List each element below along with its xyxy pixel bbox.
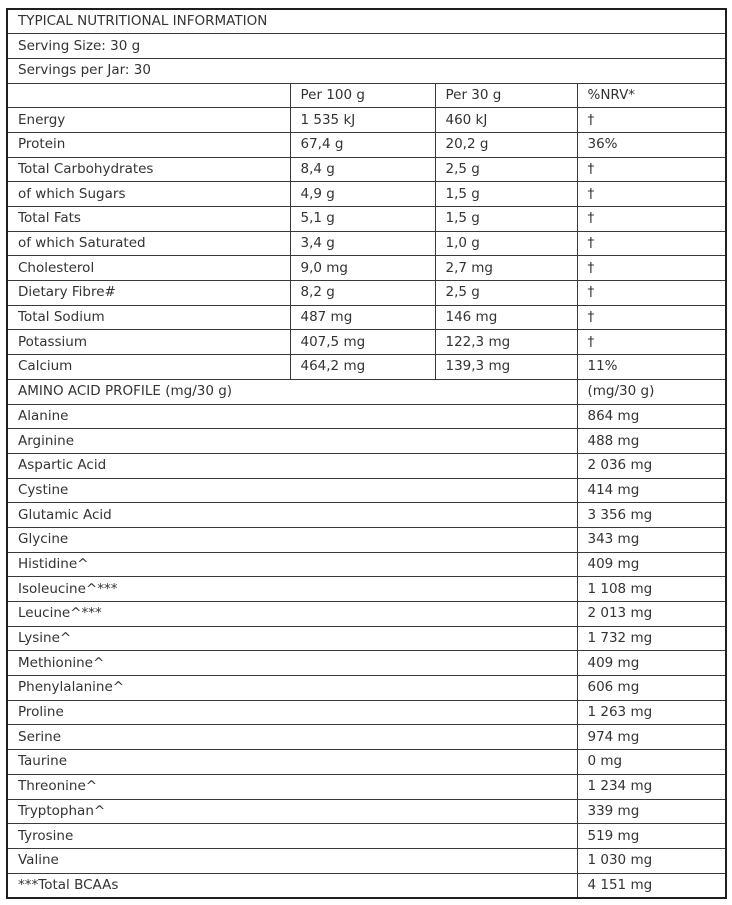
nutrient-nrv: 36% — [577, 132, 726, 157]
nutrient-per-30g: 2,5 g — [435, 281, 577, 306]
nutrient-row — [7, 256, 726, 281]
nutrient-per-100g: 5,1 g — [290, 207, 435, 232]
amino-acid-name: ***Total BCAAs — [7, 873, 577, 898]
table-title: TYPICAL NUTRITIONAL INFORMATION — [7, 9, 726, 34]
nutrient-row — [7, 305, 726, 330]
serving-size-text: Serving Size: 30 g — [7, 34, 726, 59]
amino-acid-row — [7, 602, 726, 627]
amino-acid-value: 606 mg — [577, 676, 726, 701]
amino-acid-name: Serine — [7, 725, 577, 750]
nutrient-nrv: † — [577, 305, 726, 330]
nutrient-nrv: 11% — [577, 355, 726, 380]
amino-body — [7, 404, 726, 898]
amino-acid-value: 1 234 mg — [577, 774, 726, 799]
amino-acid-name: Cystine — [7, 478, 577, 503]
amino-acid-value: 2 036 mg — [577, 453, 726, 478]
nutrient-row — [7, 330, 726, 355]
amino-acid-row — [7, 676, 726, 701]
amino-acid-value: 414 mg — [577, 478, 726, 503]
amino-acid-name: Proline — [7, 700, 577, 725]
nutrient-row — [7, 281, 726, 306]
amino-acid-name: Taurine — [7, 750, 577, 775]
nutrient-nrv: † — [577, 256, 726, 281]
amino-acid-value: 1 030 mg — [577, 848, 726, 873]
nutrient-name: Total Sodium — [7, 305, 290, 330]
amino-acid-value: 1 263 mg — [577, 700, 726, 725]
column-header-row — [7, 83, 726, 108]
amino-acid-row — [7, 824, 726, 849]
servings-per-jar-text: Servings per Jar: 30 — [7, 58, 726, 83]
nutrient-name: Energy — [7, 108, 290, 133]
nutrient-nrv: † — [577, 231, 726, 256]
nutrition-table — [6, 8, 727, 899]
amino-acid-value: 339 mg — [577, 799, 726, 824]
amino-acid-value: 519 mg — [577, 824, 726, 849]
column-header-blank — [7, 83, 290, 108]
nutrient-per-30g: 146 mg — [435, 305, 577, 330]
column-header-per-100g: Per 100 g — [290, 83, 435, 108]
amino-header-body — [7, 379, 726, 404]
amino-acid-row — [7, 848, 726, 873]
nutrient-per-30g: 139,3 mg — [435, 355, 577, 380]
nutrient-name: Calcium — [7, 355, 290, 380]
nutrient-name: Total Carbohydrates — [7, 157, 290, 182]
amino-acid-value: 1 108 mg — [577, 577, 726, 602]
amino-acid-name: Leucine^*** — [7, 602, 577, 627]
nutrient-nrv: † — [577, 330, 726, 355]
nutrient-per-30g: 2,7 mg — [435, 256, 577, 281]
table-title-row — [7, 9, 726, 34]
amino-acid-name: Threonine^ — [7, 774, 577, 799]
amino-acid-row — [7, 503, 726, 528]
amino-acid-value: 4 151 mg — [577, 873, 726, 898]
nutrient-per-100g: 8,4 g — [290, 157, 435, 182]
amino-acid-value: 3 356 mg — [577, 503, 726, 528]
nutrient-per-100g: 9,0 mg — [290, 256, 435, 281]
nutrient-name: of which Sugars — [7, 182, 290, 207]
column-header-nrv: %NRV* — [577, 83, 726, 108]
nutrient-row — [7, 355, 726, 380]
amino-acid-name: Lysine^ — [7, 626, 577, 651]
nutrient-per-100g: 4,9 g — [290, 182, 435, 207]
amino-acid-row — [7, 552, 726, 577]
amino-acid-name: Alanine — [7, 404, 577, 429]
nutrient-nrv: † — [577, 182, 726, 207]
amino-acid-name: Glutamic Acid — [7, 503, 577, 528]
amino-acid-name: Isoleucine^*** — [7, 577, 577, 602]
amino-acid-name: Tyrosine — [7, 824, 577, 849]
amino-profile-title: AMINO ACID PROFILE (mg/30 g) — [7, 379, 577, 404]
table-head-rows — [7, 9, 726, 108]
amino-acid-row — [7, 873, 726, 898]
nutrient-per-100g: 464,2 mg — [290, 355, 435, 380]
nutrient-row — [7, 108, 726, 133]
amino-acid-row — [7, 478, 726, 503]
nutrient-per-100g: 3,4 g — [290, 231, 435, 256]
amino-profile-unit: (mg/30 g) — [577, 379, 726, 404]
amino-acid-name: Arginine — [7, 429, 577, 454]
amino-acid-row — [7, 774, 726, 799]
column-header-per-30g: Per 30 g — [435, 83, 577, 108]
nutrient-per-30g: 1,5 g — [435, 182, 577, 207]
amino-acid-value: 1 732 mg — [577, 626, 726, 651]
amino-acid-row — [7, 429, 726, 454]
amino-acid-value: 409 mg — [577, 552, 726, 577]
nutrient-row — [7, 231, 726, 256]
nutrient-name: Dietary Fibre# — [7, 281, 290, 306]
nutrient-per-30g: 1,0 g — [435, 231, 577, 256]
amino-acid-value: 409 mg — [577, 651, 726, 676]
nutrient-per-100g: 1 535 kJ — [290, 108, 435, 133]
serving-size-row — [7, 34, 726, 59]
nutrient-per-30g: 2,5 g — [435, 157, 577, 182]
nutrients-body — [7, 108, 726, 380]
nutrient-nrv: † — [577, 207, 726, 232]
nutrient-name: Total Fats — [7, 207, 290, 232]
amino-acid-row — [7, 626, 726, 651]
amino-acid-value: 0 mg — [577, 750, 726, 775]
amino-acid-name: Methionine^ — [7, 651, 577, 676]
amino-acid-value: 488 mg — [577, 429, 726, 454]
servings-per-jar-row — [7, 58, 726, 83]
nutrient-per-100g: 407,5 mg — [290, 330, 435, 355]
nutrient-nrv: † — [577, 108, 726, 133]
nutrient-row — [7, 182, 726, 207]
amino-acid-row — [7, 651, 726, 676]
amino-acid-value: 2 013 mg — [577, 602, 726, 627]
amino-acid-row — [7, 725, 726, 750]
nutrient-per-100g: 67,4 g — [290, 132, 435, 157]
nutrient-row — [7, 207, 726, 232]
amino-acid-row — [7, 453, 726, 478]
nutrient-name: Protein — [7, 132, 290, 157]
amino-acid-value: 864 mg — [577, 404, 726, 429]
nutrient-name: Potassium — [7, 330, 290, 355]
amino-header-row — [7, 379, 726, 404]
amino-acid-row — [7, 527, 726, 552]
amino-acid-row — [7, 404, 726, 429]
nutrient-nrv: † — [577, 157, 726, 182]
amino-acid-row — [7, 799, 726, 824]
nutrient-row — [7, 132, 726, 157]
amino-acid-value: 974 mg — [577, 725, 726, 750]
nutrient-name: Cholesterol — [7, 256, 290, 281]
amino-acid-name: Phenylalanine^ — [7, 676, 577, 701]
nutrient-per-30g: 122,3 mg — [435, 330, 577, 355]
nutrient-name: of which Saturated — [7, 231, 290, 256]
amino-acid-row — [7, 577, 726, 602]
nutrient-nrv: † — [577, 281, 726, 306]
nutrient-per-30g: 1,5 g — [435, 207, 577, 232]
nutrient-per-100g: 8,2 g — [290, 281, 435, 306]
amino-acid-value: 343 mg — [577, 527, 726, 552]
amino-acid-name: Valine — [7, 848, 577, 873]
nutrient-per-100g: 487 mg — [290, 305, 435, 330]
nutrient-row — [7, 157, 726, 182]
amino-acid-row — [7, 750, 726, 775]
amino-acid-name: Histidine^ — [7, 552, 577, 577]
amino-acid-name: Tryptophan^ — [7, 799, 577, 824]
amino-acid-name: Aspartic Acid — [7, 453, 577, 478]
nutrient-per-30g: 20,2 g — [435, 132, 577, 157]
amino-acid-row — [7, 700, 726, 725]
nutrient-per-30g: 460 kJ — [435, 108, 577, 133]
amino-acid-name: Glycine — [7, 527, 577, 552]
